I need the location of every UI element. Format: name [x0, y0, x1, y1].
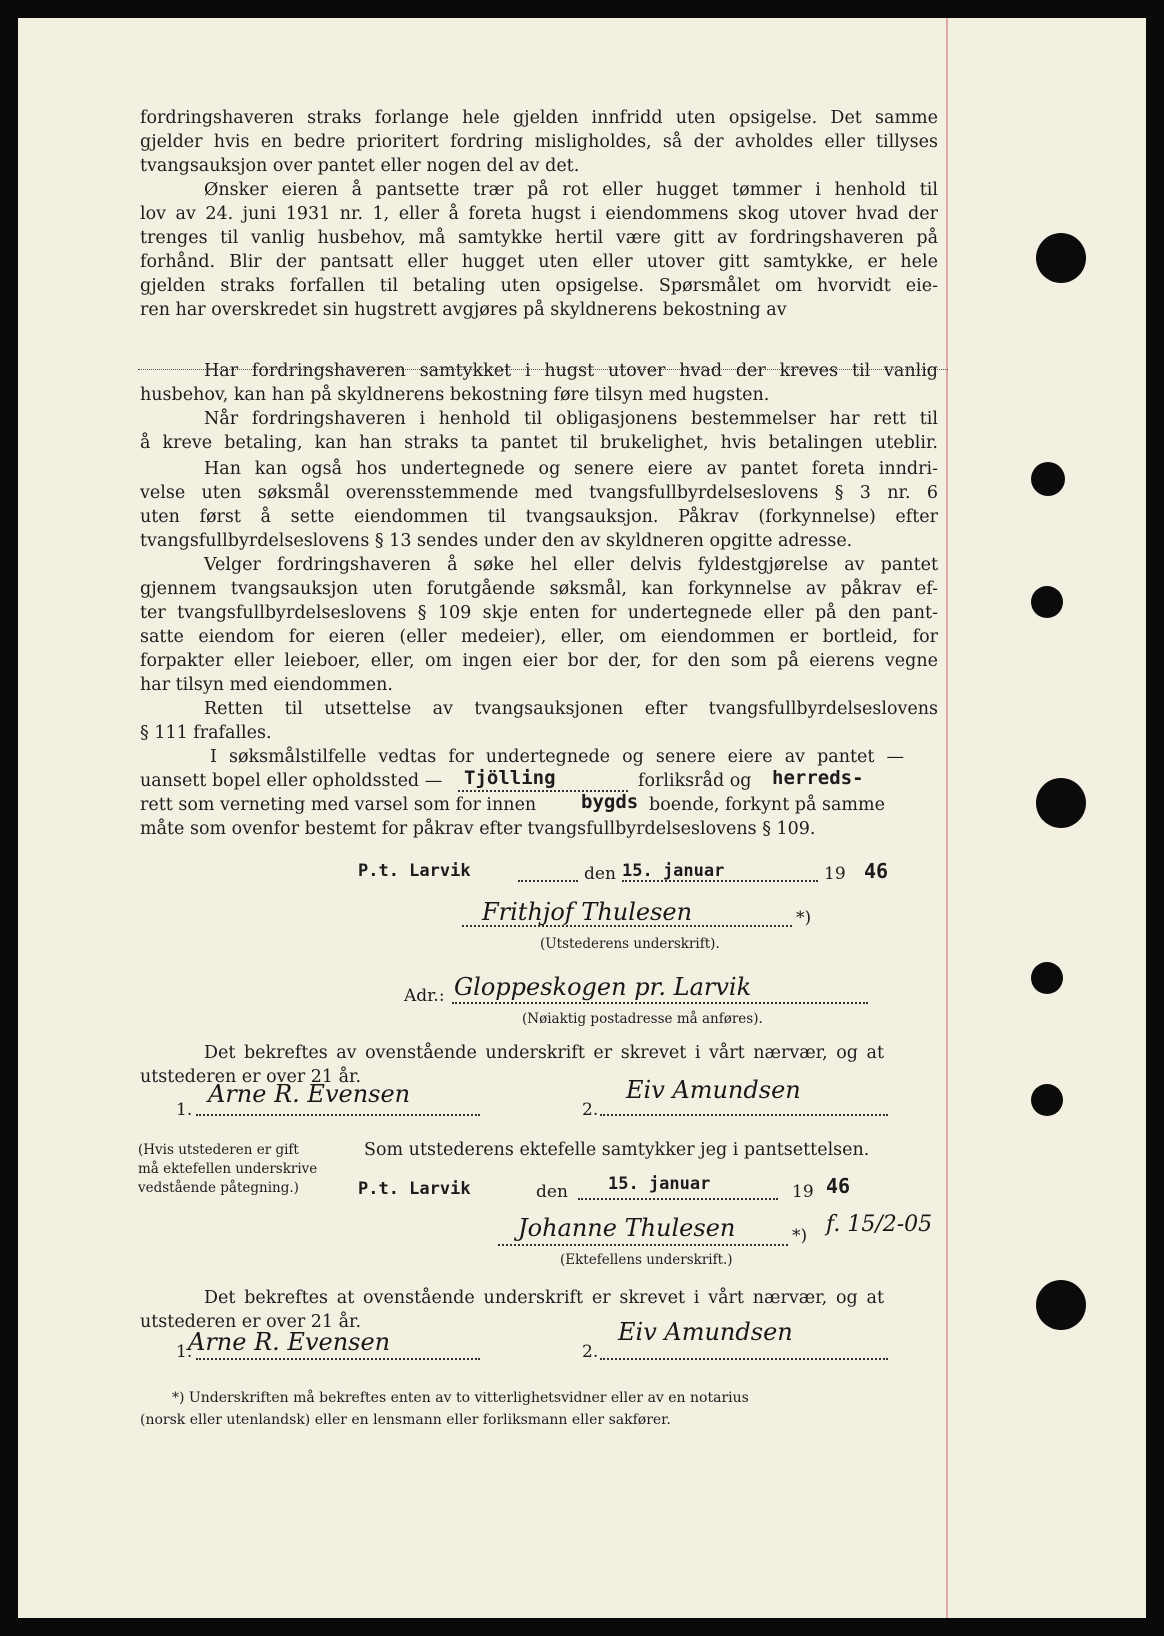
body-line: fordringshaveren straks forlange hele gjelden innfridd uten opsigelse. Det samme: [140, 108, 938, 128]
venue-line2-end: boende, forkynt på samme: [649, 795, 885, 815]
punch-hole: [1036, 1280, 1086, 1330]
witness-line: [600, 1358, 888, 1360]
punch-hole: [1031, 962, 1063, 994]
signature-line: [462, 925, 792, 927]
body-line: gjelder hvis en bedre prioritert fordring misligholdes, så der avholdes eller tillyses: [140, 132, 938, 152]
body-line: ren har overskredet sin hugstrett avgjøres på skyldnerens bekostning av: [140, 300, 787, 320]
witness-number: 2.: [582, 1342, 599, 1362]
issuer-signature-caption: (Utstederens underskrift).: [540, 936, 720, 952]
venue-line2-start: rett som verneting med varsel som for innen: [140, 795, 537, 815]
witness-number: 1.: [176, 1100, 193, 1120]
venue-mid: forliksråd og: [638, 771, 752, 791]
witness-line: [196, 1358, 480, 1360]
spouse-date: 15. januar: [608, 1174, 711, 1194]
issuer-address: Gloppeskogen pr. Larvik: [454, 973, 752, 1001]
spouse-star: *): [792, 1226, 808, 1246]
body-line: forpakter eller leieboer, eller, om ingen eier bor der, for den som på eierens vegne: [140, 651, 938, 671]
spouse-side-note: vedstående påtegning.): [138, 1180, 299, 1196]
date-dots: [622, 880, 818, 882]
spouse-margin-note: f. 15/2-05: [826, 1212, 933, 1237]
body-line: tvangsfullbyrdelseslovens § 13 sendes under den av skyldneren opgitte adresse.: [140, 531, 853, 551]
spouse-date-dots: [578, 1198, 778, 1200]
body-line: velse uten søksmål overensstemmende med tvangsfullbyrdelseslovens § 3 nr. 6: [140, 483, 938, 503]
punch-hole: [1036, 778, 1086, 828]
issuer-den: den: [584, 864, 616, 884]
body-line: Retten til utsettelse av tvangsauksjonen efter tvangsfullbyrdelseslovens: [204, 699, 938, 719]
spouse-signature: Johanne Thulesen: [518, 1214, 736, 1242]
address-label: Adr.:: [404, 986, 445, 1006]
spouse-place: P.t. Larvik: [358, 1179, 471, 1199]
body-line: har tilsyn med eiendommen.: [140, 675, 393, 695]
place-dots: [518, 880, 578, 882]
body-line: Har fordringshaveren samtykket i hugst utover hvad der kreves til vanlig: [204, 361, 938, 381]
bygd: bygds: [581, 791, 639, 813]
body-line: ter tvangsfullbyrdelseslovens § 109 skje enten for undertegnede eller på den pant-: [140, 603, 938, 623]
issuer-date: 15. januar: [622, 861, 725, 881]
body-line: Når fordringshaveren i henhold til obligasjonens bestemmelser har rett til: [204, 409, 938, 429]
body-line: gjennem tvangsauksjon uten forutgående søksmål, kan forkynnelse av påkrav ef-: [140, 579, 938, 599]
witness-number: 1.: [176, 1342, 193, 1362]
body-line: Ønsker eieren å pantsette trær på rot eller hugget tømmer i henhold til: [204, 180, 938, 200]
body-line: tvangsauksjon over pantet eller nogen del av det.: [140, 156, 580, 176]
body-line: husbehov, kan han på skyldnerens bekostning føre tilsyn med hugsten.: [140, 385, 770, 405]
body-line: trenges til vanlig husbehov, må samtykke hertil være gitt av fordringshaveren på: [140, 228, 938, 248]
spouse-side-note: (Hvis utstederen er gift: [138, 1142, 299, 1158]
court-type: herreds-: [772, 767, 864, 789]
witness-signature: Arne R. Evensen: [208, 1080, 411, 1108]
address-caption: (Nøiaktig postadresse må anføres).: [522, 1011, 763, 1027]
body-line: lov av 24. juni 1931 nr. 1, eller å foreta hugst i eiendommens skog utover hvad der: [140, 204, 938, 224]
spouse-side-note: må ektefellen underskrive: [138, 1161, 318, 1177]
body-line: Velger fordringshaveren å søke hel eller delvis fyldestgjørelse av pantet: [204, 555, 938, 575]
witness-text: utstederen er over 21 år.: [140, 1067, 362, 1087]
body-line: I søksmålstilfelle vedtas for undertegnede og senere eiere av pantet —: [210, 747, 904, 767]
body-line: forhånd. Blir der pantsatt eller hugget uten eller utover gitt samtykke, er hele: [140, 252, 938, 272]
witness-signature: Arne R. Evensen: [188, 1328, 391, 1356]
witness-signature: Eiv Amundsen: [626, 1076, 801, 1104]
issuer-century: 19: [824, 864, 846, 884]
body-line: å kreve betaling, kan han straks ta pantet til brukelighet, hvis betalingen uteblir.: [140, 433, 938, 453]
issuer-star: *): [796, 908, 812, 928]
witness-line: [600, 1114, 888, 1116]
footnote-line: *) Underskriften må bekreftes enten av to vitterlighetsvidner eller av en notarius: [172, 1390, 749, 1406]
court-place: Tjölling: [464, 767, 556, 789]
body-line: § 111 frafalles.: [140, 723, 272, 743]
punch-hole: [1031, 1084, 1063, 1116]
punch-hole: [1031, 586, 1063, 618]
margin-rule: [946, 18, 948, 1618]
spouse-caption: (Ektefellens underskrift.): [560, 1252, 733, 1268]
spouse-century: 19: [792, 1182, 814, 1202]
spouse-signature-line: [498, 1244, 788, 1246]
venue-line3: måte som ovenfor bestemt for påkrav efter tvangsfullbyrdelseslovens § 109.: [140, 819, 816, 839]
witness-signature: Eiv Amundsen: [618, 1318, 793, 1346]
punch-hole: [1031, 462, 1065, 496]
body-line: satte eiendom for eieren (eller medeier), eller, om eiendommen er bortleid, for: [140, 627, 938, 647]
address-line: [452, 1002, 868, 1004]
witness-line: [196, 1114, 480, 1116]
punch-hole: [1036, 233, 1086, 283]
body-line: gjelden straks forfallen til betaling uten opsigelse. Spørsmålet om hvorvidt eie-: [140, 276, 938, 296]
venue-prefix: uansett bopel eller opholdssted —: [140, 771, 443, 791]
witness-text: Det bekreftes av ovenstående underskrift er skrevet i vårt nærvær, og at: [204, 1043, 884, 1063]
document-page: [18, 18, 1146, 1618]
body-line: Han kan også hos undertegnede og senere eiere av pantet foreta inndri-: [204, 459, 938, 479]
witness-text: utstederen er over 21 år.: [140, 1312, 362, 1332]
spouse-consent: Som utstederens ektefelle samtykker jeg i pantsettelsen.: [364, 1140, 870, 1160]
witness-text: Det bekreftes at ovenstående underskrift er skrevet i vårt nærvær, og at: [204, 1288, 884, 1308]
spouse-year: 46: [826, 1174, 851, 1198]
issuer-signature: Frithjof Thulesen: [482, 898, 693, 926]
issuer-place: P.t. Larvik: [358, 861, 471, 881]
witness-number: 2.: [582, 1100, 599, 1120]
body-line: uten først å sette eiendommen til tvangsauksjon. Påkrav (forkynnelse) efter: [140, 507, 938, 527]
spouse-den: den: [536, 1182, 568, 1202]
issuer-year: 46: [864, 859, 889, 883]
footnote-line: (norsk eller utenlandsk) eller en lensmann eller forliksmann eller sakfører.: [140, 1412, 671, 1428]
